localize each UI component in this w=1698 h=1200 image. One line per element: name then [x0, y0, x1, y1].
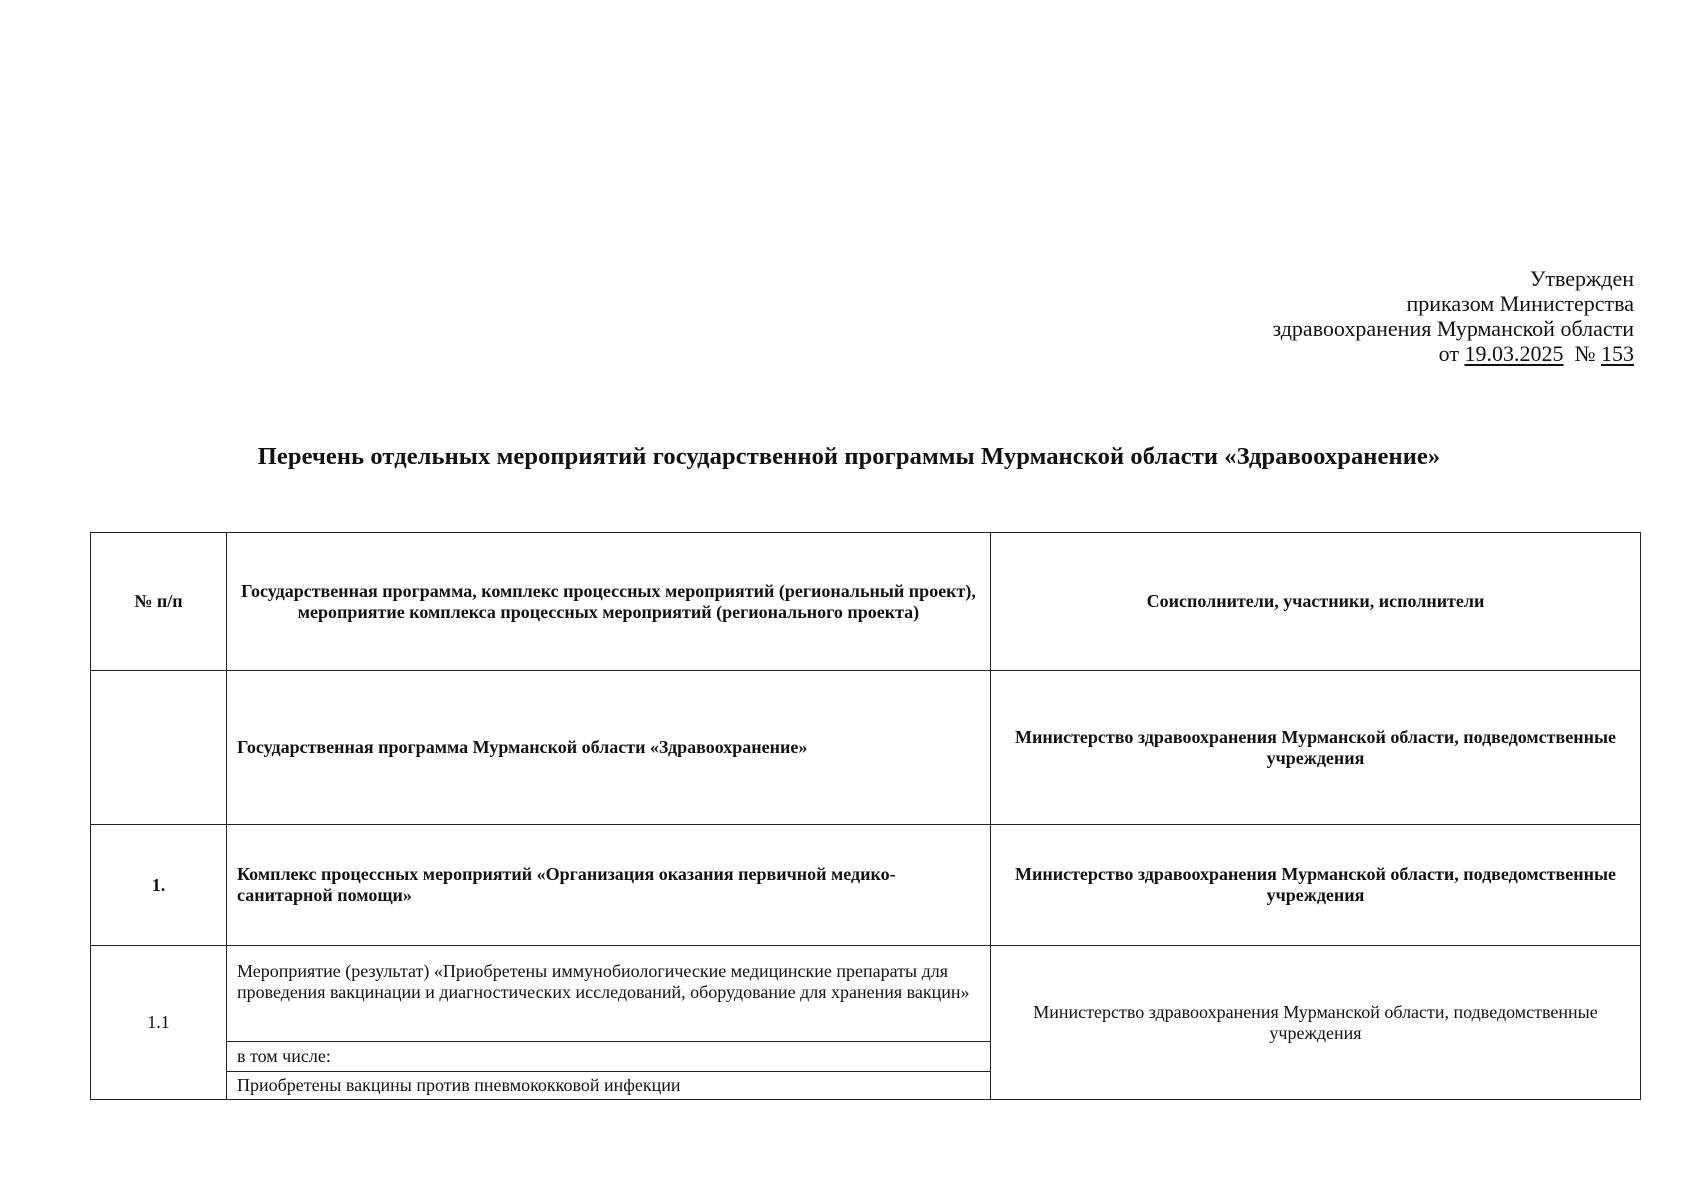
approval-number: 153: [1601, 341, 1634, 366]
approval-line-date: [1272, 341, 1634, 366]
approval-stamp: [1272, 266, 1634, 366]
row-executors: Министерство здравоохранения Мурманской области, подведомственные учреждения: [991, 946, 1641, 1100]
approval-number-prefix: №: [1574, 341, 1596, 366]
header-num: № п/п: [91, 533, 227, 671]
table-row: [91, 825, 1641, 946]
approval-line-approved: Утвержден: [1529, 266, 1634, 291]
approval-date-prefix: от: [1438, 341, 1459, 366]
document-title: Перечень отдельных мероприятий государственной программы Мурманской области «Здравоохранение»: [257, 443, 1441, 470]
row-num: 1.: [91, 825, 227, 946]
table-row: [91, 671, 1641, 825]
row-subname-including: в том числе:: [227, 1042, 991, 1072]
table-row: [91, 946, 1641, 1042]
approval-line-ministry: здравоохранения Мурманской области: [1272, 316, 1634, 341]
approval-line-order: приказом Министерства: [1406, 291, 1634, 316]
row-name: Государственная программа Мурманской области «Здравоохранение»: [227, 671, 991, 825]
row-executors: Министерство здравоохранения Мурманской области, подведомственные учреждения: [991, 825, 1641, 946]
header-name: Государственная программа, комплекс процессных мероприятий (региональный проект), мероприятие комплекса процессных мероприятий (регионального проекта): [227, 533, 991, 671]
approval-date: 19.03.2025: [1464, 341, 1564, 366]
row-name: Комплекс процессных мероприятий «Организация оказания первичной медико-санитарной помощи»: [227, 825, 991, 946]
table-header-row: [91, 533, 1641, 671]
row-subname-vaccines: Приобретены вакцины против пневмококковой инфекции: [227, 1072, 991, 1100]
activities-table: [90, 532, 1641, 1100]
row-executors: Министерство здравоохранения Мурманской области, подведомственные учреждения: [991, 671, 1641, 825]
header-executors: Соисполнители, участники, исполнители: [991, 533, 1641, 671]
row-num: 1.1: [91, 946, 227, 1100]
row-num: [91, 671, 227, 825]
row-name: Мероприятие (результат) «Приобретены иммунобиологические медицинские препараты для проведения вакцинации и диагностических исследований, оборудование для хранения вакцин»: [227, 946, 991, 1042]
